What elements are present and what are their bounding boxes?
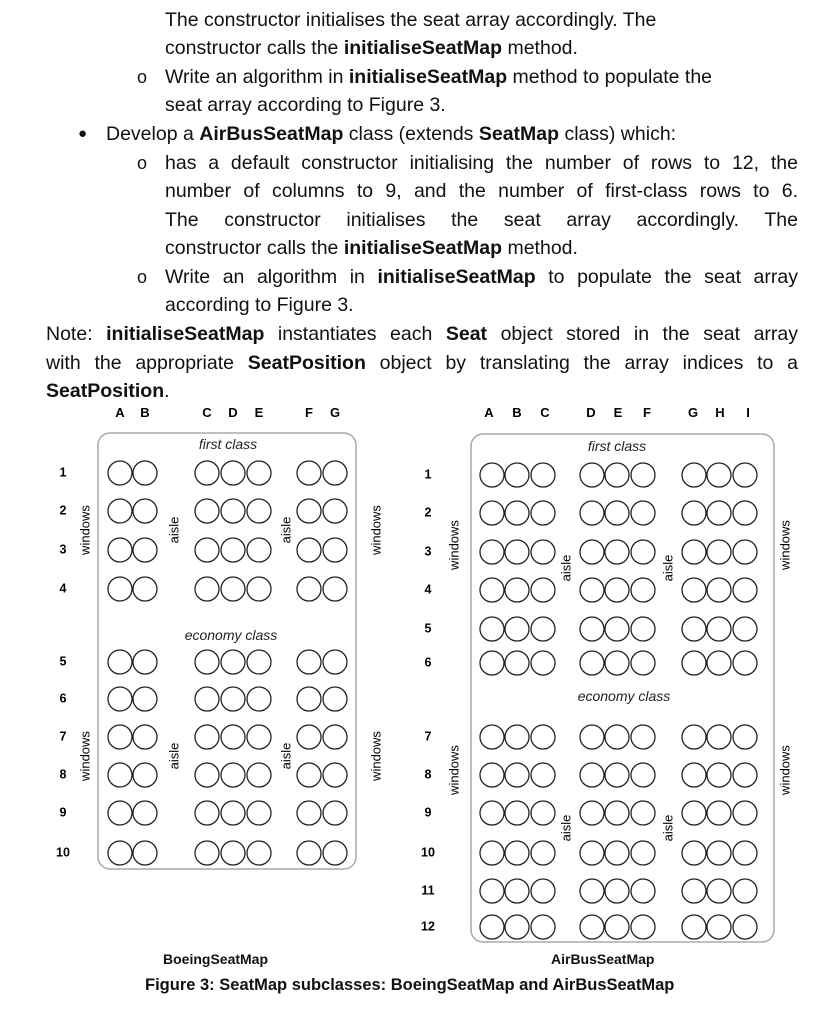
- boeing-seat: [247, 538, 271, 562]
- airbus-row-label: 1: [424, 467, 432, 482]
- airbus-seat: [682, 463, 706, 487]
- airbus-seat: [505, 801, 529, 825]
- airbus-seat: [707, 725, 731, 749]
- airbus-windows-label: windows: [446, 520, 462, 570]
- airbus-seat: [531, 763, 555, 787]
- airbus-seat: [605, 915, 629, 939]
- airbus-row-label: 9: [424, 805, 432, 820]
- boeing-seat: [221, 687, 245, 711]
- boeing-seat: [221, 650, 245, 674]
- boeing-seat: [195, 499, 219, 523]
- boeing-row-label: 6: [59, 691, 67, 706]
- airbus-seat: [605, 578, 629, 602]
- airbus-seat: [531, 578, 555, 602]
- airbus-seat: [605, 501, 629, 525]
- airbus-seat: [480, 540, 504, 564]
- airbus-seat: [605, 463, 629, 487]
- airbus-seat: [505, 578, 529, 602]
- airbus-seat: [531, 801, 555, 825]
- airbus-seat: [505, 501, 529, 525]
- airbus-seat: [580, 578, 604, 602]
- airbus-seat: [480, 578, 504, 602]
- airbus-column-label: G: [687, 405, 699, 420]
- airbus-column-label: E: [613, 405, 623, 420]
- airbus-row-label: 7: [424, 729, 432, 744]
- airbus-seat: [631, 879, 655, 903]
- airbus-seat: [580, 763, 604, 787]
- airbus-seat: [480, 651, 504, 675]
- airbus-seat: [631, 651, 655, 675]
- airbus-seat: [707, 801, 731, 825]
- airbus-seat: [531, 501, 555, 525]
- boeing-seat: [247, 650, 271, 674]
- airbus-seat: [605, 651, 629, 675]
- airbus-seat: [682, 501, 706, 525]
- airbus-seat: [480, 841, 504, 865]
- boeing-aisle-label: aisle: [166, 516, 182, 544]
- airbus-seat: [682, 879, 706, 903]
- airbus-seat: [580, 463, 604, 487]
- boeing-seat: [133, 725, 157, 749]
- boeing-seat: [195, 650, 219, 674]
- boeing-column-label: C: [202, 405, 212, 420]
- figure-caption: Figure 3: SeatMap subclasses: BoeingSeatMap and AirBusSeatMap: [145, 976, 675, 994]
- boeing-row-label: 10: [56, 845, 70, 860]
- boeing-seat: [133, 650, 157, 674]
- boeing-seat: [323, 763, 347, 787]
- boeing-seat: [297, 538, 321, 562]
- airbus-row-label: 11: [421, 883, 435, 898]
- boeing-seat: [133, 841, 157, 865]
- boeing-seat: [221, 577, 245, 601]
- airbus-seat: [631, 501, 655, 525]
- airbus-seat: [707, 841, 731, 865]
- boeing-seat: [133, 801, 157, 825]
- boeing-seat: [108, 650, 132, 674]
- boeing-windows-label: windows: [368, 731, 384, 781]
- boeing-column-label: D: [228, 405, 238, 420]
- airbus-row-label: 3: [424, 544, 432, 559]
- boeing-seat: [195, 801, 219, 825]
- boeing-seat: [108, 499, 132, 523]
- boeing-row-label: 8: [59, 767, 67, 782]
- airbus-column-label: H: [715, 405, 725, 420]
- airbus-seat: [531, 841, 555, 865]
- airbus-seat: [631, 841, 655, 865]
- airbus-seat: [605, 879, 629, 903]
- airbus-seat: [580, 915, 604, 939]
- boeing-seat: [323, 801, 347, 825]
- airbus-seat: [682, 578, 706, 602]
- boeing-seat: [323, 538, 347, 562]
- airbus-seat: [631, 463, 655, 487]
- boeing-seat: [297, 725, 321, 749]
- airbus-seat: [605, 801, 629, 825]
- circle-bullet-icon: o: [137, 267, 148, 287]
- airbus-seat: [505, 463, 529, 487]
- airbus-seat: [505, 725, 529, 749]
- airbus-windows-label: windows: [777, 520, 793, 570]
- airbus-seat: [733, 841, 757, 865]
- airbus-seat: [733, 617, 757, 641]
- airbus-seat: [733, 801, 757, 825]
- airbus-first-class-label: first class: [587, 438, 647, 454]
- note-line-1: Note: initialiseSeatMap instantiates each Seat object stored in the seat array: [46, 323, 798, 345]
- boeing-column-label: E: [254, 405, 264, 420]
- airbus-seat: [531, 540, 555, 564]
- boeing-column-label: F: [305, 405, 313, 420]
- airbus-column-label: B: [512, 405, 522, 420]
- airbus-seat: [707, 463, 731, 487]
- boeing-seat: [195, 538, 219, 562]
- boeing-seat: [247, 841, 271, 865]
- airbus-seat: [733, 725, 757, 749]
- boeing-row-label: 7: [59, 729, 67, 744]
- airbus-seat: [531, 617, 555, 641]
- airbus-column-label: A: [484, 405, 494, 420]
- boeing-seat: [108, 687, 132, 711]
- airbus-seat: [505, 617, 529, 641]
- airbus-seat: [707, 915, 731, 939]
- airbus-seat: [707, 879, 731, 903]
- airbus-seat: [531, 651, 555, 675]
- airbus-seat: [505, 651, 529, 675]
- boeing-seat: [133, 687, 157, 711]
- circle-bullet-icon: o: [137, 67, 148, 87]
- airbus-map-label: AirBusSeatMap: [551, 951, 655, 967]
- boeing-aisle-label: aisle: [166, 742, 182, 770]
- boeing-seat: [108, 577, 132, 601]
- airbus-aisle-label: aisle: [660, 554, 676, 582]
- boeing-seat: [133, 499, 157, 523]
- airbus-seat: [531, 879, 555, 903]
- airbus-seat: [531, 915, 555, 939]
- airbus-seat: [682, 725, 706, 749]
- boeing-row-label: 2: [59, 503, 67, 518]
- boeing-seat: [297, 687, 321, 711]
- airbus-seat: [682, 915, 706, 939]
- boeing-seat: [108, 461, 132, 485]
- airbus-column-label: D: [586, 405, 596, 420]
- text-line-6: has a default constructor initialising the number of rows to 12, the: [165, 152, 798, 174]
- boeing-seat: [221, 763, 245, 787]
- airbus-seat: [631, 578, 655, 602]
- airbus-seat: [631, 801, 655, 825]
- bullet-icon: ●: [78, 125, 88, 142]
- airbus-seat: [605, 617, 629, 641]
- airbus-seat: [733, 578, 757, 602]
- boeing-seat: [323, 650, 347, 674]
- boeing-seat: [195, 763, 219, 787]
- airbus-seat: [580, 540, 604, 564]
- airbus-seat: [605, 841, 629, 865]
- text-line-4: seat array according to Figure 3.: [165, 94, 446, 116]
- airbus-seat: [682, 540, 706, 564]
- boeing-seat: [221, 461, 245, 485]
- airbus-seat: [505, 915, 529, 939]
- boeing-seat: [323, 577, 347, 601]
- boeing-first-class-label: first class: [198, 436, 258, 452]
- airbus-seat: [707, 763, 731, 787]
- airbus-aisle-label: aisle: [558, 814, 574, 842]
- text-line-1: The constructor initialises the seat array accordingly. The: [165, 9, 657, 31]
- boeing-seat: [108, 801, 132, 825]
- boeing-seat: [297, 461, 321, 485]
- boeing-seat: [297, 499, 321, 523]
- boeing-windows-label: windows: [77, 731, 93, 781]
- airbus-seat: [580, 501, 604, 525]
- airbus-seat: [733, 915, 757, 939]
- airbus-aisle-label: aisle: [558, 554, 574, 582]
- airbus-column-label: I: [746, 405, 750, 420]
- airbus-seat: [631, 617, 655, 641]
- boeing-seat: [323, 687, 347, 711]
- airbus-seat: [707, 578, 731, 602]
- boeing-seat: [323, 499, 347, 523]
- boeing-seat: [297, 577, 321, 601]
- boeing-seat: [247, 687, 271, 711]
- airbus-seat: [480, 463, 504, 487]
- boeing-seat: [247, 577, 271, 601]
- airbus-seat: [631, 725, 655, 749]
- airbus-seat: [580, 725, 604, 749]
- airbus-seat: [480, 617, 504, 641]
- airbus-economy-class-label: economy class: [577, 688, 671, 704]
- airbus-seat: [733, 463, 757, 487]
- boeing-seat: [247, 499, 271, 523]
- text-line-3: Write an algorithm in initialiseSeatMap method to populate the: [165, 66, 713, 88]
- airbus-seat: [733, 540, 757, 564]
- boeing-seat: [108, 725, 132, 749]
- airbus-seat: [733, 763, 757, 787]
- boeing-seat: [195, 577, 219, 601]
- circle-bullet-icon: o: [137, 153, 148, 173]
- airbus-row-label: 4: [424, 582, 432, 597]
- boeing-row-label: 9: [59, 805, 67, 820]
- airbus-seat: [707, 617, 731, 641]
- airbus-seat: [605, 763, 629, 787]
- airbus-seat: [480, 763, 504, 787]
- airbus-seat: [505, 879, 529, 903]
- airbus-seat: [480, 725, 504, 749]
- boeing-seat: [108, 538, 132, 562]
- boeing-seat: [133, 577, 157, 601]
- text-line-7: number of columns to 9, and the number of first-class rows to 6.: [165, 180, 798, 202]
- airbus-seat: [682, 801, 706, 825]
- airbus-seat: [733, 501, 757, 525]
- airbus-seat: [631, 540, 655, 564]
- boeing-row-label: 5: [59, 654, 67, 669]
- airbus-seat: [707, 501, 731, 525]
- boeing-seat: [221, 841, 245, 865]
- airbus-row-label: 2: [424, 505, 432, 520]
- boeing-column-label: A: [115, 405, 125, 420]
- airbus-seat: [605, 540, 629, 564]
- boeing-seat: [221, 499, 245, 523]
- airbus-seat: [707, 651, 731, 675]
- boeing-column-label: G: [329, 405, 341, 420]
- airbus-seat: [480, 879, 504, 903]
- airbus-aisle-label: aisle: [660, 814, 676, 842]
- boeing-seat: [108, 841, 132, 865]
- airbus-seat: [505, 763, 529, 787]
- boeing-seat: [247, 763, 271, 787]
- airbus-seat: [480, 501, 504, 525]
- airbus-seat: [707, 540, 731, 564]
- boeing-seat: [297, 801, 321, 825]
- boeing-seat: [297, 841, 321, 865]
- text-line-9: constructor calls the initialiseSeatMap method.: [165, 237, 578, 259]
- boeing-seat: [195, 461, 219, 485]
- airbus-seat: [631, 915, 655, 939]
- boeing-windows-label: windows: [368, 505, 384, 555]
- note-line-2: with the appropriate SeatPosition object by translating the array indices to a: [46, 352, 798, 374]
- boeing-seat: [195, 841, 219, 865]
- boeing-column-label: B: [140, 405, 150, 420]
- boeing-seat: [297, 650, 321, 674]
- text-line-2: constructor calls the initialiseSeatMap method.: [165, 37, 578, 59]
- boeing-row-label: 1: [59, 465, 67, 480]
- airbus-seat: [531, 725, 555, 749]
- text-line-8: The constructor initialises the seat array accordingly. The: [165, 209, 798, 231]
- boeing-seat: [221, 725, 245, 749]
- airbus-row-label: 6: [424, 655, 432, 670]
- airbus-seat: [733, 879, 757, 903]
- airbus-seat: [682, 841, 706, 865]
- airbus-seat: [505, 540, 529, 564]
- boeing-seat: [108, 763, 132, 787]
- boeing-seat: [323, 725, 347, 749]
- airbus-seat: [480, 801, 504, 825]
- boeing-economy-class-label: economy class: [184, 627, 278, 643]
- airbus-seat: [733, 651, 757, 675]
- note-line-3: SeatPosition.: [46, 380, 170, 402]
- airbus-seat: [531, 463, 555, 487]
- airbus-seat: [480, 915, 504, 939]
- boeing-map-label: BoeingSeatMap: [163, 951, 269, 967]
- airbus-seat: [580, 841, 604, 865]
- airbus-column-label: F: [643, 405, 651, 420]
- boeing-seat: [195, 687, 219, 711]
- airbus-seat: [580, 617, 604, 641]
- boeing-row-label: 3: [59, 542, 67, 557]
- boeing-aisle-label: aisle: [278, 516, 294, 544]
- boeing-seat: [247, 461, 271, 485]
- boeing-seat: [323, 841, 347, 865]
- airbus-seat: [631, 763, 655, 787]
- airbus-seat: [580, 651, 604, 675]
- airbus-column-label: C: [540, 405, 550, 420]
- text-line-10: Write an algorithm in initialiseSeatMap to populate the seat array: [165, 266, 798, 288]
- airbus-row-label: 8: [424, 767, 432, 782]
- airbus-seat: [605, 725, 629, 749]
- boeing-seat: [323, 461, 347, 485]
- boeing-seat: [247, 801, 271, 825]
- airbus-windows-label: windows: [446, 745, 462, 795]
- boeing-seat: [133, 763, 157, 787]
- boeing-seat: [221, 538, 245, 562]
- airbus-row-label: 10: [421, 845, 435, 860]
- boeing-seat: [247, 725, 271, 749]
- boeing-seat: [297, 763, 321, 787]
- airbus-windows-label: windows: [777, 745, 793, 795]
- text-line-11: according to Figure 3.: [165, 294, 354, 316]
- airbus-row-label: 5: [424, 621, 432, 636]
- airbus-seat: [580, 879, 604, 903]
- airbus-seat: [682, 651, 706, 675]
- airbus-seat: [682, 763, 706, 787]
- boeing-row-label: 4: [59, 581, 67, 596]
- airbus-seat: [505, 841, 529, 865]
- text-line-5: Develop a AirBusSeatMap class (extends SeatMap class) which:: [106, 123, 677, 145]
- airbus-seat: [682, 617, 706, 641]
- boeing-aisle-label: aisle: [278, 742, 294, 770]
- airbus-seat: [580, 801, 604, 825]
- boeing-seat: [133, 461, 157, 485]
- boeing-seat: [133, 538, 157, 562]
- boeing-windows-label: windows: [77, 505, 93, 555]
- boeing-seat: [221, 801, 245, 825]
- boeing-seat: [195, 725, 219, 749]
- airbus-row-label: 12: [421, 919, 435, 934]
